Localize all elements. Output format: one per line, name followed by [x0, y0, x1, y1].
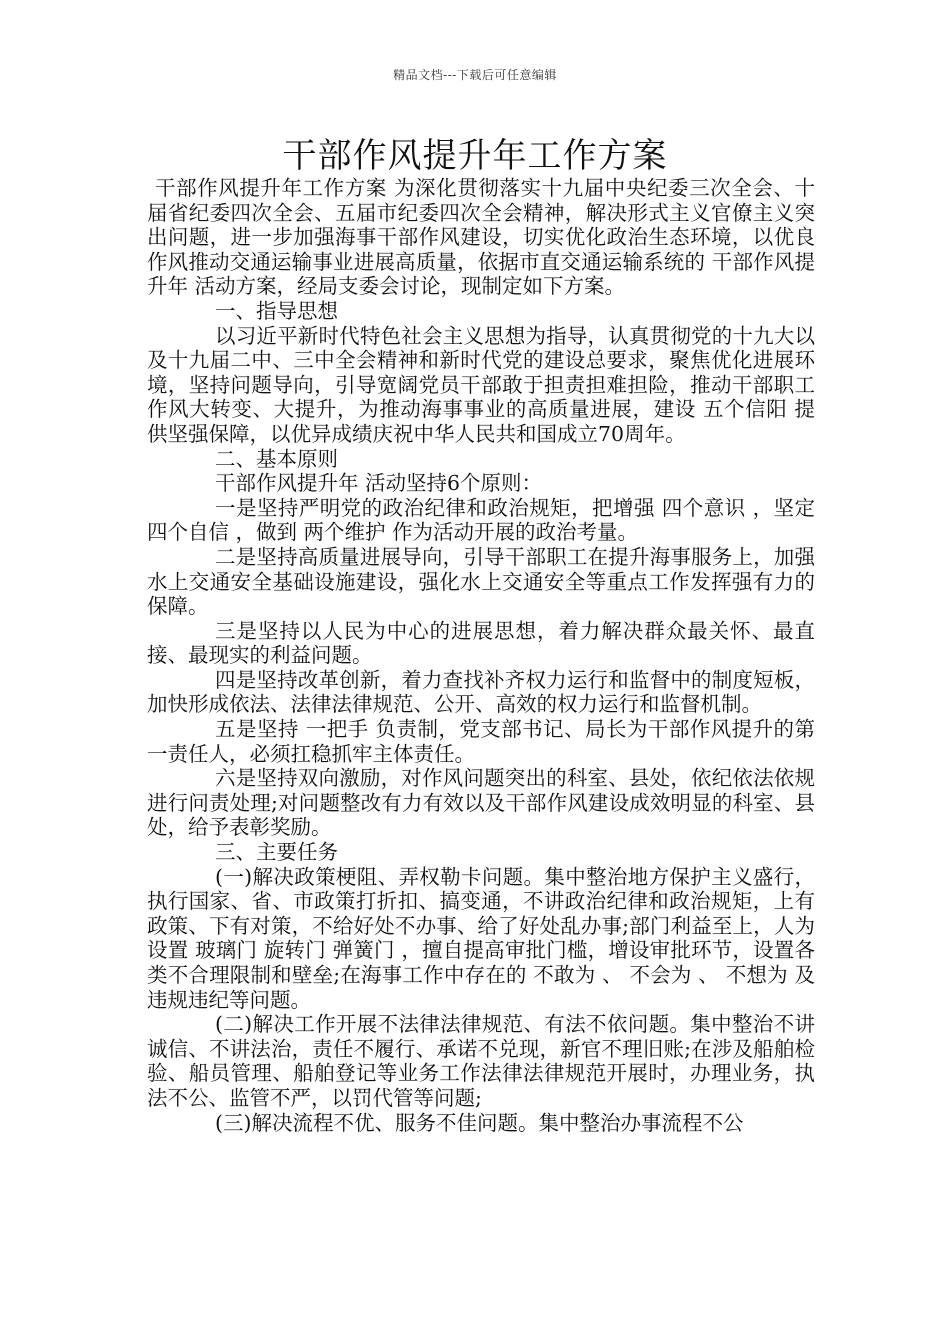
principle-item: 五是坚持 一把手 负责制，党支部书记、局长为干部作风提升的第一责任人，必须扛稳抓牢主体责任。	[147, 717, 815, 766]
guiding-thought-paragraph: 以习近平新时代特色社会主义思想为指导，认真贯彻党的十九大以及十九届二中、三中全会精神和新时代党的建设总要求，聚焦优化进展环境，坚持问题导向，引导宽阔党员干部敢于担责担难担险，推动干部职工作风大转变、大提升，为推动海事事业的高质量进展，建设 五个信阳 提供坚强保障，以优异成绩庆祝中华人民共和国成立70周年。	[147, 323, 815, 446]
task-item: (二)解决工作开展不法律法律规范、有法不依问题。集中整治不讲诚信、不讲法治，责任不履行、承诺不兑现，新官不理旧账;在涉及船舶检验、船员管理、船舶登记等业务工作法律法律规范开展时，办理业务，执法不公、监管不严，以罚代管等问题;	[147, 1012, 815, 1110]
section-heading-main-tasks: 三、主要任务	[215, 840, 338, 865]
section-heading-guiding-thought: 一、指导思想	[215, 298, 338, 323]
principle-item: 二是坚持高质量进展导向，引导干部职工在提升海事服务上，加强水上交通安全基础设施建设，强化水上交通安全等重点工作发挥强有力的保障。	[147, 544, 815, 619]
task-item: (一)解决政策梗阻、弄权勒卡问题。集中整治地方保护主义盛行，执行国家、省、市政策打折扣、搞变通，不讲政治纪律和政治规矩，上有政策、下有对策，不给好处不办事、给了好处乱办事;部门利益至上，人为设置 玻璃门 旋转门 弹簧门 ，擅自提高审批门槛，增设审批环节，设置各类不合理限制和壁垒;在海事工作中存在的 不敢为 、 不会为 、 不想为 及违规违纪等问题。	[147, 864, 815, 1012]
intro-paragraph: 干部作风提升年工作方案 为深化贯彻落实十九届中央纪委三次全会、十届省纪委四次全会、五届市纪委四次全会精神，解决形式主义官僚主义突出问题，进一步加强海事干部作风建设，切实优化政治生态环境，以优良作风推动交通运输事业进展高质量，依据市直交通运输系统的 干部作风提升年 活动方案，经局支委会讨论，现制定如下方案。	[147, 176, 815, 299]
principles-lead: 干部作风提升年 活动坚持6个原则：	[215, 471, 543, 496]
principle-item: 四是坚持改革创新，着力查找补齐权力运行和监督中的制度短板，加快形成依法、法律法律规范、公开、高效的权力运行和监督机制。	[147, 667, 815, 717]
header-note: 精品文档---下载后可任意编辑	[393, 68, 557, 82]
document-title: 干部作风提升年工作方案	[282, 136, 668, 176]
section-heading-basic-principles: 二、基本原则	[215, 446, 338, 471]
principle-item: 六是坚持双向激励，对作风问题突出的科室、县处，依纪依法依规进行问责处理;对问题整改有力有效以及干部作风建设成效明显的科室、县处，给予表彰奖励。	[147, 766, 815, 840]
task-item: (三)解决流程不优、服务不佳问题。集中整治办事流程不公	[215, 1110, 744, 1135]
document-body	[147, 176, 815, 1135]
principle-item: 一是坚持严明党的政治纪律和政治规矩，把增强 四个意识 ，坚定 四个自信 ，做到 两个维护 作为活动开展的政治考量。	[147, 495, 815, 545]
principle-item: 三是坚持以人民为中心的进展思想，着力解决群众最关怀、最直接、最现实的利益问题。	[147, 618, 815, 668]
